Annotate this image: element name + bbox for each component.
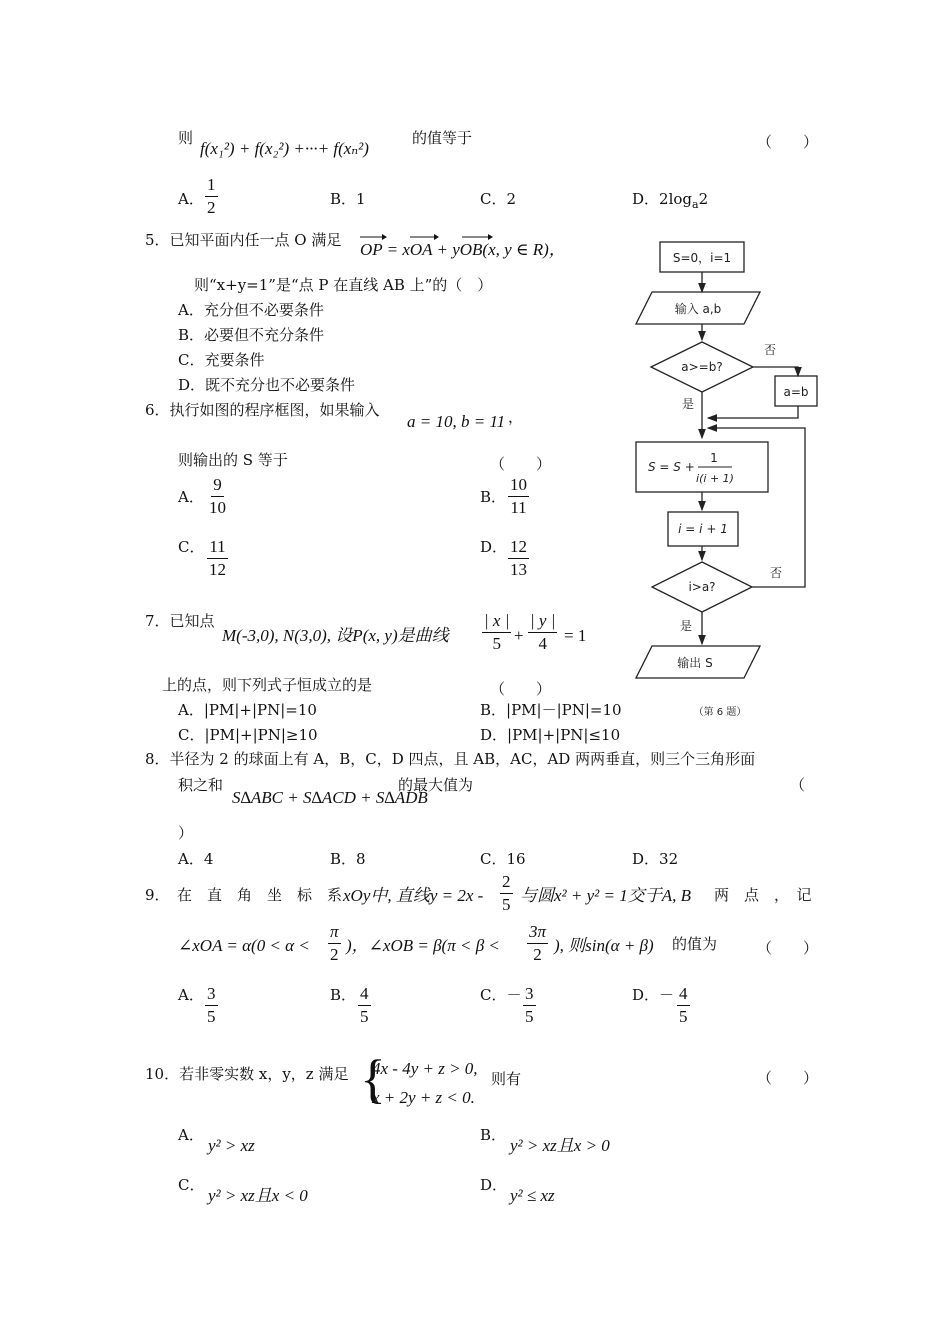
frac-numerator: 1 (205, 176, 218, 197)
q4-option-c: C．2 (480, 190, 517, 208)
q10-tail: 则有 (491, 1070, 522, 1088)
q10-option-b-expr: y² > xz且x > 0 (510, 1136, 610, 1155)
q8-line2-suffix: 的最大值为 (398, 776, 474, 794)
flow-cond2-text: i>a? (688, 580, 716, 594)
frac-numerator: 3π (527, 923, 548, 944)
q10-answer-paren: （ ） (757, 1069, 827, 1087)
q6-option-c-label: C． (178, 538, 205, 556)
q10-option-b-label: B． (480, 1126, 507, 1144)
q9-line2-expression1: ∠xOA = α(0 < α < (178, 936, 310, 955)
q9-line2-fraction2 (527, 923, 548, 964)
q9-line1-end: 两 点 ， 记 (714, 886, 812, 904)
flow-yes2-label: 是 (680, 619, 693, 633)
frac-numerator: 10 (508, 476, 529, 497)
flow-update-i-text: i = i + 1 (678, 522, 728, 536)
q7-text: 7．已知点 (145, 612, 215, 630)
q8-option-c: C．16 (480, 850, 526, 868)
q6-option-d-label: D． (480, 538, 508, 556)
q5-vector-arrows (358, 232, 558, 242)
flow-update-s-den: i(i + 1) (696, 472, 734, 485)
q4-suffix: 的值等于 (412, 129, 473, 147)
q4-option-b: B．1 (330, 190, 366, 208)
q10-option-d-label: D． (480, 1176, 508, 1194)
q8-option-d: D．32 (632, 850, 679, 868)
frac-numerator: 9 (211, 476, 224, 497)
flow-init-text: S=0，i=1 (672, 251, 732, 265)
frac-numerator: 3 (205, 985, 218, 1006)
q8-option-b: B．8 (330, 850, 366, 868)
q4-option-a-fraction (205, 176, 218, 217)
frac-denominator: 10 (209, 497, 226, 517)
q6-answer-paren: （ ） (490, 455, 560, 473)
frac-denominator: 5 (360, 1006, 369, 1026)
q8-line2-prefix: 积之和 (178, 776, 224, 794)
frac-numerator: 12 (508, 538, 529, 559)
q7-fraction-y (528, 612, 557, 653)
q9-option-c-label: C．－ (480, 986, 522, 1004)
q7-line2: 上的点，则下列式子恒成立的是 (162, 676, 373, 694)
q9-option-b-label: B． (330, 986, 357, 1004)
q6-option-b-label: B． (480, 488, 507, 506)
frac-denominator: 5 (207, 1006, 216, 1026)
frac-denominator: 2 (533, 944, 542, 964)
q5-option-d: D．既不充分也不必要条件 (178, 376, 356, 394)
flow-update-s-num: 1 (710, 451, 718, 465)
frac-denominator: 4 (538, 633, 547, 653)
q5-text: 5．已知平面内任一点 O 满足 (145, 231, 342, 249)
frac-denominator: 12 (209, 559, 226, 579)
q10-system-line2: x + 2y + z < 0. (372, 1088, 475, 1107)
q10-option-c-expr: y² > xz且x < 0 (208, 1186, 308, 1205)
q4-answer-paren: （ ） (757, 133, 827, 151)
q7-option-a: A．|PM|+|PN|=10 (178, 701, 317, 719)
q6-option-d-fraction (508, 538, 529, 579)
q4-option-d-sub: a (692, 198, 699, 211)
flow-caption: （第 6 题） (693, 707, 747, 718)
q9-line1-fraction (500, 873, 513, 914)
q9-line1-expression: xOy中, 直线y = 2x - (343, 886, 484, 905)
q4-option-d (632, 192, 708, 210)
q9-line1-expression2: 与圆x² + y² = 1交于A, B (520, 886, 691, 905)
q6-option-a-label: A． (178, 488, 204, 506)
frac-numerator: | y | (528, 612, 557, 633)
q6-option-c-fraction (207, 538, 228, 579)
q5-line2: 则“x+y=1”是“点 P 在直线 AB 上”的（ ） (194, 276, 493, 294)
q4-prefix: 则 (178, 129, 194, 147)
q9-line2-fraction1 (328, 923, 341, 964)
frac-numerator: 3 (523, 985, 536, 1006)
q8-paren-open: （ (790, 776, 806, 794)
frac-numerator: 4 (358, 985, 371, 1006)
q6-text: 6．执行如图的程序框图，如果输入 (145, 401, 380, 419)
flow-cond1-text: a>=b? (681, 360, 723, 374)
q4-option-a-label: A． (178, 190, 204, 208)
q9-option-c-fraction (523, 985, 536, 1026)
flow-no1-label: 否 (764, 343, 777, 357)
frac-numerator: π (328, 923, 341, 944)
frac-numerator: 11 (207, 538, 227, 559)
q6-line2: 则输出的 S 等于 (178, 451, 288, 469)
frac-denominator: 5 (492, 633, 501, 653)
q9-line1-start: 9． 在 直 角 坐 标 系 (145, 886, 343, 904)
q5-option-c: C．充要条件 (178, 351, 265, 369)
q6-option-b-fraction (508, 476, 529, 517)
flow-assign-text: a=b (783, 385, 809, 399)
q10-system-line1: 4x - 4y + z > 0, (372, 1059, 478, 1078)
q10-text: 10．若非零实数 x，y，z 满足 (145, 1065, 349, 1083)
q5-expression: OP = xOA + yOB(x, y ∈ R)， (360, 240, 566, 259)
q4-expression: f(x₁²) + f(x₂²) +···+ f(xₙ²) (200, 139, 369, 158)
q7-answer-paren: （ ） (490, 680, 560, 698)
flow-update-s-text: S = S + (648, 460, 695, 474)
frac-numerator: | x | (482, 612, 511, 633)
q6-option-a-fraction (207, 476, 228, 517)
q7-equals: = 1 (564, 626, 587, 645)
q9-option-d-label: D．－ (632, 986, 675, 1004)
q10-option-a-expr: y² > xz (208, 1136, 255, 1155)
frac-denominator: 5 (502, 894, 511, 914)
q9-line2-middle: )，∠xOB = β(π < β < (346, 936, 500, 955)
q9-line2-expression3: ), 则sin(α + β) (554, 936, 654, 955)
frac-denominator: 2 (330, 944, 339, 964)
q9-option-a-fraction (205, 985, 218, 1026)
frac-denominator: 5 (679, 1006, 688, 1026)
frac-numerator: 2 (500, 873, 513, 894)
q9-option-a-label: A． (178, 986, 204, 1004)
q8-option-a: A．4 (178, 850, 214, 868)
q9-option-b-fraction (358, 985, 371, 1026)
q8-expression: S∆ABC + S∆ACD + S∆ADB (232, 788, 428, 807)
q4-option-d-text: D．2log (632, 190, 693, 208)
q7-fraction-x (482, 612, 511, 653)
q10-option-a-label: A． (178, 1126, 204, 1144)
q9-option-d-fraction (677, 985, 690, 1026)
q10-option-d-expr: y² ≤ xz (510, 1186, 555, 1205)
q6-expression: a = 10, b = 11 (407, 412, 506, 431)
frac-denominator: 2 (207, 197, 216, 217)
q5-option-a: A．充分但不必要条件 (178, 301, 324, 319)
q8-paren-close: ） (178, 824, 194, 842)
frac-numerator: 4 (677, 985, 690, 1006)
flow-yes1-label: 是 (682, 397, 695, 411)
q10-option-c-label: C． (178, 1176, 205, 1194)
q7-plus: + (514, 626, 524, 645)
flow-no2-label: 否 (770, 566, 783, 580)
frac-denominator: 5 (525, 1006, 534, 1026)
q9-answer-paren: （ ） (757, 939, 827, 957)
flow-output-text: 输出 S (677, 656, 713, 670)
q5-option-b: B．必要但不充分条件 (178, 326, 325, 344)
q7-option-c: C．|PM|+|PN|≥10 (178, 726, 318, 744)
frac-denominator: 11 (510, 497, 527, 517)
q8-line1: 8．半径为 2 的球面上有 A，B，C，D 四点，且 AB，AC，AD 两两垂直，则三个三角形面 (145, 750, 756, 768)
frac-denominator: 13 (510, 559, 527, 579)
q7-option-d: D．|PM|+|PN|≤10 (480, 726, 621, 744)
q7-option-b: B．|PM|－|PN|=10 (480, 701, 622, 719)
q10-brace: { (360, 1049, 386, 1109)
q6-comma: ， (508, 408, 524, 426)
q7-expression: M(-3,0), N(3,0), 设P(x, y)是曲线 (222, 626, 449, 645)
flow-input-text: 输入 a,b (674, 302, 722, 316)
flowchart-diagram (620, 230, 840, 725)
q9-line2-suffix: 的值为 (672, 935, 718, 953)
q4-option-d-tail: 2 (698, 190, 709, 208)
